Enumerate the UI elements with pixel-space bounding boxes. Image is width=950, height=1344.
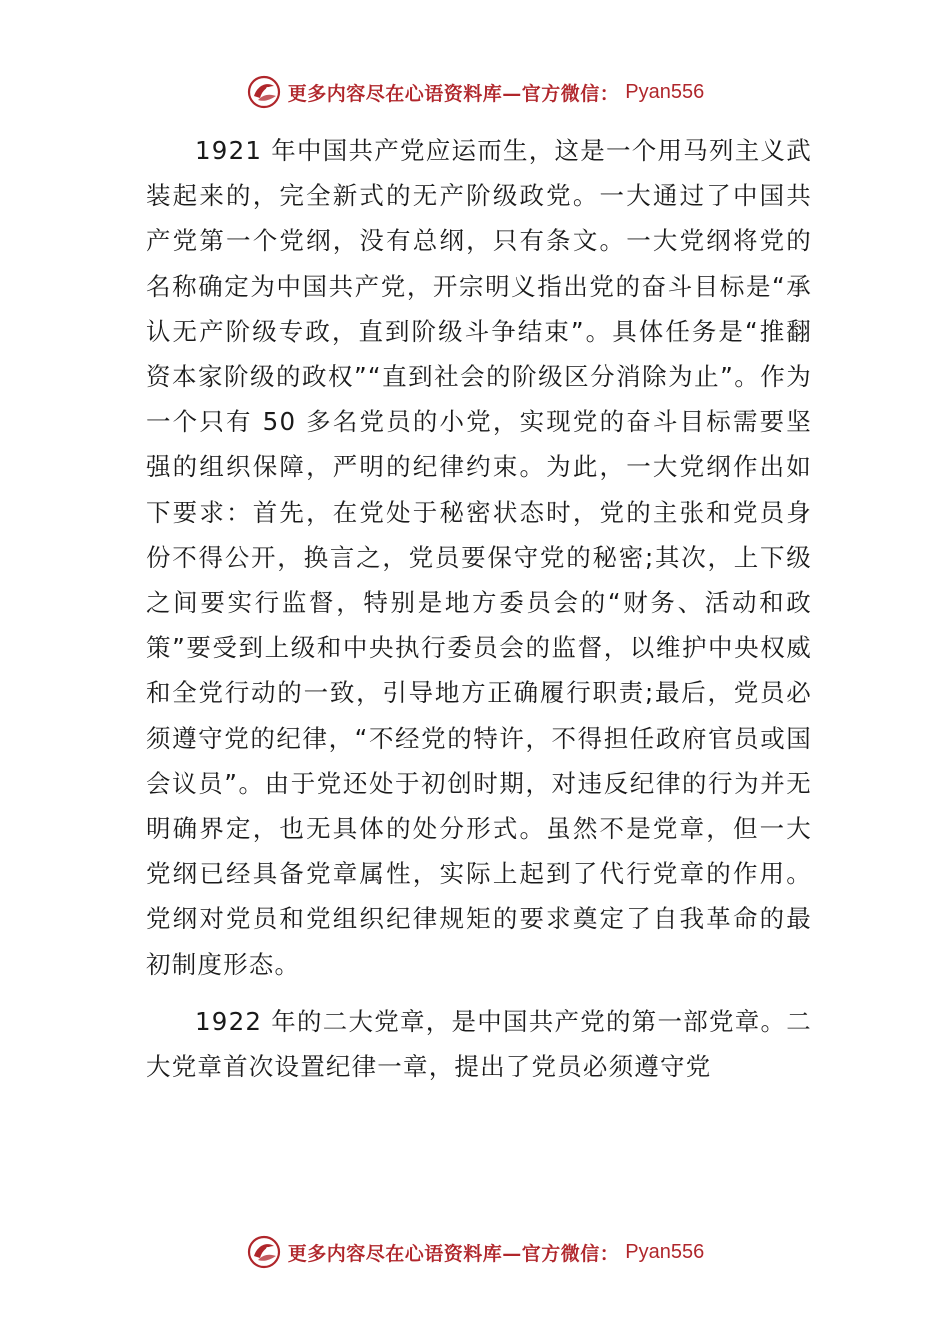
paragraph: 1921 年中国共产党应运而生，这是一个用马列主义武装起来的，完全新式的无产阶级政党。一大通过了中国共产党第一个党纲，没有总纲，只有条文。一大党纲将党的名称确定为中国共产党，开宗明义指出党的奋斗目标是“承认无产阶级专政，直到阶级斗争结束”。具体任务是“推翻资本家阶级的政权”“直到社会的阶级区分消除为止”。作为一个只有 50 多名党员的小党，实现党的奋斗目标需要坚强的组织保障，严明的纪律约束。为此，一大党纲作出如下要求：首先，在党处于秘密状态时，党的主张和党员身份不得公开，换言之，党员要保守党的秘密;其次，上下级之间要实行监督，特别是地方委员会的“财务、活动和政策”要受到上级和中央执行委员会的监督，以维护中央权威和全党行动的一致，引导地方正确履行职责;最后，党员必须遵守党的纪律，“不经党的特许，不得担任政府官员或国会议员”。由于党还处于初创时期，对违反纪律的行为并无明确界定，也无具体的处分形式。虽然不是党章，但一大党纲已经具备党章属性，实际上起到了代行党章的作用。党纲对党员和党组织纪律规矩的要求奠定了自我革命的最初制度形态。 [146, 136, 812, 979]
paragraph: 1922 年的二大党章，是中国共产党的第一部党章。二大党章首次设置纪律一章，提出了党员必须遵守党 [146, 1006, 812, 1082]
footer-banner-text: 更多内容尽在心语资料库—官方微信： [287, 1242, 620, 1265]
footer-banner [0, 1232, 950, 1272]
footer-wechat-id: Pyan556 [625, 1240, 705, 1263]
lotus-logo-icon [246, 1234, 282, 1270]
lotus-logo-icon [246, 74, 282, 110]
header-banner-text: 更多内容尽在心语资料库—官方微信： [287, 82, 620, 105]
header-banner [0, 72, 950, 112]
header-wechat-id: Pyan556 [625, 80, 705, 103]
article-body [146, 128, 812, 1089]
